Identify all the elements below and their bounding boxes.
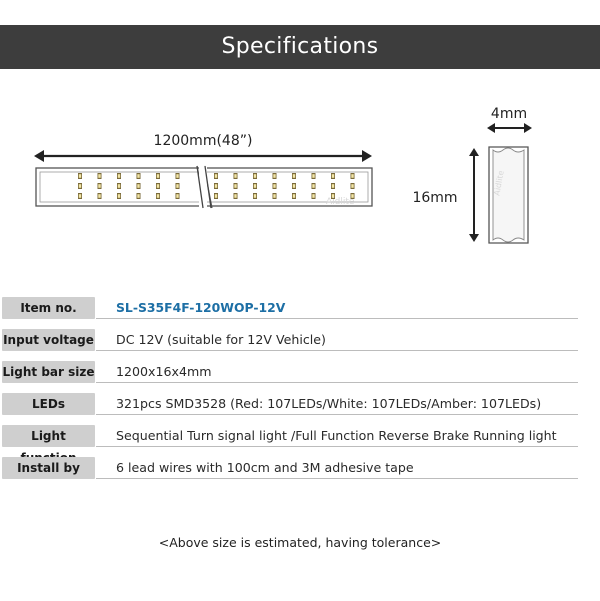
spec-label: Input voltage [2,329,95,351]
spec-value: 1200x16x4mm [116,364,212,379]
tolerance-note: <Above size is estimated, having tolerance> [158,535,442,550]
led-chip-lens [332,174,334,178]
led-chip-lens [293,174,295,178]
led-chip-lens [273,184,275,188]
length-label: 1200mm(48”) [153,133,253,149]
led-chip-lens [157,184,159,188]
watermark: Aidlite [326,197,355,207]
led-chip-lens [98,174,100,178]
led-chip-lens [254,174,256,178]
spec-label: Light bar size [2,361,95,383]
spec-value: 321pcs SMD3528 (Red: 107LEDs/White: 107LEDs/Amber: 107LEDs) [116,396,542,411]
led-chip-lens [137,174,139,178]
watermark-side: Aidlite [492,169,506,197]
spec-value: Sequential Turn signal light /Full Function Reverse Brake Running light [116,428,557,443]
spec-label: Light [2,425,95,447]
spec-label: Item no. [2,297,95,319]
led-chip-lens [118,184,120,188]
led-chip-lens [312,184,314,188]
led-chip-lens [351,174,353,178]
led-chip-lens [79,174,81,178]
led-chip-lens [273,174,275,178]
led-chip-lens [118,174,120,178]
led-chip-lens [157,174,159,178]
divider [96,382,578,383]
led-chip-lens [312,174,314,178]
led-chip-lens [234,184,236,188]
divider [96,478,578,479]
led-chip-lens [332,184,334,188]
spec-row [0,393,600,415]
divider [96,318,578,319]
led-chip-lens [351,184,353,188]
led-chip-lens [254,194,256,198]
led-chip-lens [273,194,275,198]
height-label: 16mm [412,190,458,206]
led-chip-lens [79,184,81,188]
led-row [78,173,355,199]
led-chip-lens [293,194,295,198]
spec-value: DC 12V (suitable for 12V Vehicle) [116,332,326,347]
spec-row [0,297,600,319]
led-chip-lens [118,194,120,198]
led-chip-lens [137,184,139,188]
led-chip-lens [215,174,217,178]
led-chip-lens [234,174,236,178]
led-chip-lens [157,194,159,198]
spec-row [0,457,600,479]
spec-value: 6 lead wires with 100cm and 3M adhesive tape [116,460,414,475]
divider [96,414,578,415]
page-title: Specifications [0,25,600,69]
led-chip-lens [312,194,314,198]
led-chip-lens [176,194,178,198]
led-chip-lens [137,194,139,198]
spec-row [0,361,600,383]
led-chip-lens [98,184,100,188]
led-chip-lens [293,184,295,188]
divider [96,446,578,447]
product-dimension-diagram [0,80,600,260]
spec-value: SL-S35F4F-120WOP-12V [116,300,286,315]
spec-label: LEDs [2,393,95,415]
light-bar [36,166,372,209]
spec-row [0,425,600,447]
led-chip-lens [254,184,256,188]
spec-row [0,329,600,351]
divider [96,350,578,351]
led-chip-lens [215,194,217,198]
led-chip-lens [176,184,178,188]
led-chip-lens [215,184,217,188]
led-chip-lens [176,174,178,178]
width-label: 4mm [490,106,528,122]
spec-label: Install by [2,457,95,479]
led-chip-lens [234,194,236,198]
led-chip-lens [98,194,100,198]
led-chip-lens [79,194,81,198]
